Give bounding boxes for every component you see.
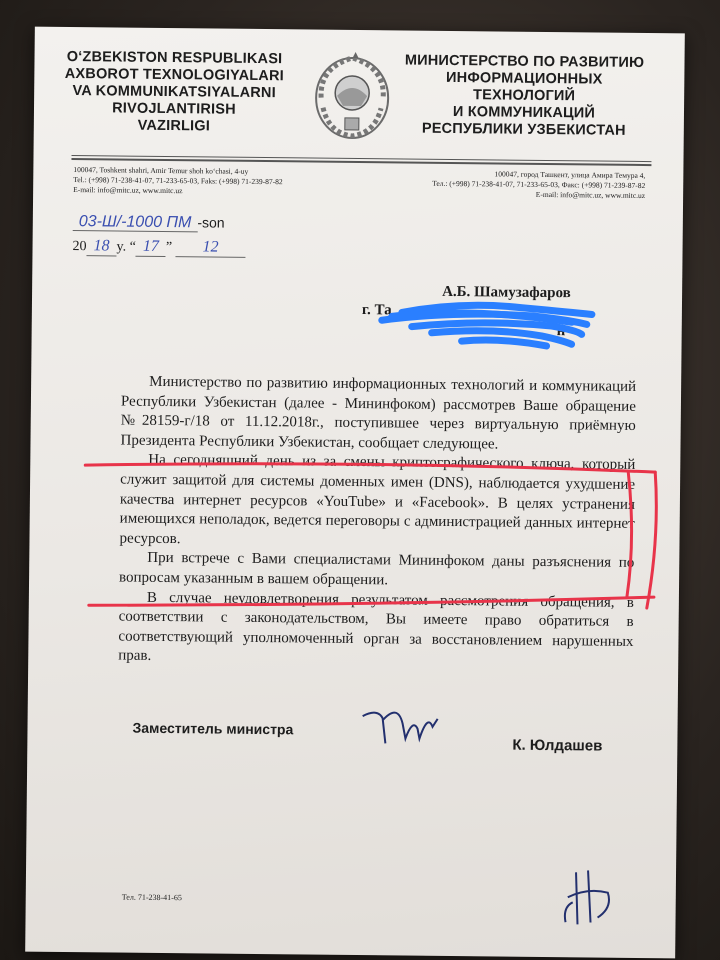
handwritten-initials	[557, 862, 618, 938]
year-prefix: 20	[72, 239, 87, 255]
body-paragraph: Министерство по развитию информационных технологий и коммуникаций Республики Узбекистан (далее - Мининфоком) рассмотрев Ваше обращение №28159-г/18 от 11.12.2018г., поступившее через виртуальную приёмную Президента Республики Узбекистан, сообщает следующее.	[120, 373, 637, 453]
address-russian	[383, 168, 645, 201]
header-line: ТЕХНОЛОГИЙ	[473, 87, 576, 105]
header-line: ИНФОРМАЦИОННЫХ	[446, 69, 603, 88]
recipient-name: А.Б. Шамузафаров	[442, 283, 571, 302]
header-line: МИНИСТЕРСТВО ПО РАЗВИТИЮ	[404, 52, 645, 72]
address-line: 100047, Toshkent shahri, Amir Temur shoh ko‘chasi, 4-uy	[73, 165, 249, 176]
address-uzbek	[73, 165, 353, 198]
body-paragraph: На сегодняшний день из за смены криптографического ключа, который служит защитой для системы доменных имен (DNS), наблюдается ухудшение качества интернет ресурсов «YouTube» и «Facebook». В целях устранения имеющихся неполадок, ведется переговоры с администрацией данных интернет ресурсов.	[119, 452, 636, 547]
signatory-name: К. Юлдашев	[512, 736, 603, 755]
reference-date	[72, 237, 245, 258]
body-paragraph: При встрече с Вами специалистами Мининфоком даны разъяснения по вопросам указанным в вашем обращении.	[119, 550, 635, 589]
header-uzbek	[54, 49, 295, 137]
address-line: 100047, город Ташкент, улица Амира Темура 4,	[494, 169, 646, 181]
address-line: Тел.: (+998) 71-238-41-07, 71-233-65-03, Факс: (+998) 71-239-87-82	[432, 178, 646, 191]
signature-image	[357, 698, 448, 749]
address-line: Tel.: (+998) 71-238-41-07, 71-233-65-03, Faks: (+998) 71-239-87-82	[73, 175, 283, 187]
header-line: AXBOROT TEXNOLOGIYALARI	[64, 65, 285, 85]
footer-phone: Тел. 71-238-41-65	[121, 892, 182, 903]
state-emblem-icon	[309, 48, 396, 145]
recipient-city-prefix: г. Та	[361, 302, 392, 319]
header-line: O‘ZBEKISTON RESPUBLIKASI	[66, 48, 283, 68]
letter-page	[25, 27, 685, 959]
header-russian	[404, 52, 645, 140]
address-line: E-mail: info@mitc.uz, www.mitc.uz	[73, 185, 183, 196]
reference-number	[73, 213, 225, 233]
address-line: E-mail: info@mitc.uz, www.mitc.uz	[535, 189, 646, 201]
redaction-scribble	[371, 292, 602, 354]
highlight-marker-lines	[79, 452, 661, 618]
header-line: VAZIRLIGI	[137, 117, 211, 135]
year-value: 18	[86, 237, 116, 256]
day-value: 17	[136, 238, 166, 257]
header-line: И КОММУНИКАЦИЙ	[452, 104, 596, 122]
header-line: RIVOJLANTIRISH	[112, 100, 236, 118]
header-line: VA KOMMUNIKATSIYALARNI	[72, 83, 276, 102]
recipient-city-suffix: н	[556, 323, 566, 340]
signatory-title: Заместитель министра	[132, 719, 294, 738]
body-paragraph: В случае неудовлетворения результатом рассмотрения обращения, в соответствии с законодательством, Вы имеете право обратиться в соответствующий уполномоченный орган за восстановлением нарушенных прав.	[118, 589, 634, 665]
header-line: РЕСПУБЛИКИ УЗБЕКИСТАН	[421, 120, 626, 139]
day-suffix: ”	[165, 240, 173, 256]
reference-number-value: 03-Ш/-1000 ПМ	[73, 213, 198, 232]
reference-number-suffix: -son	[197, 214, 225, 231]
month-value: 12	[175, 238, 245, 258]
year-suffix: y. “	[116, 239, 136, 255]
